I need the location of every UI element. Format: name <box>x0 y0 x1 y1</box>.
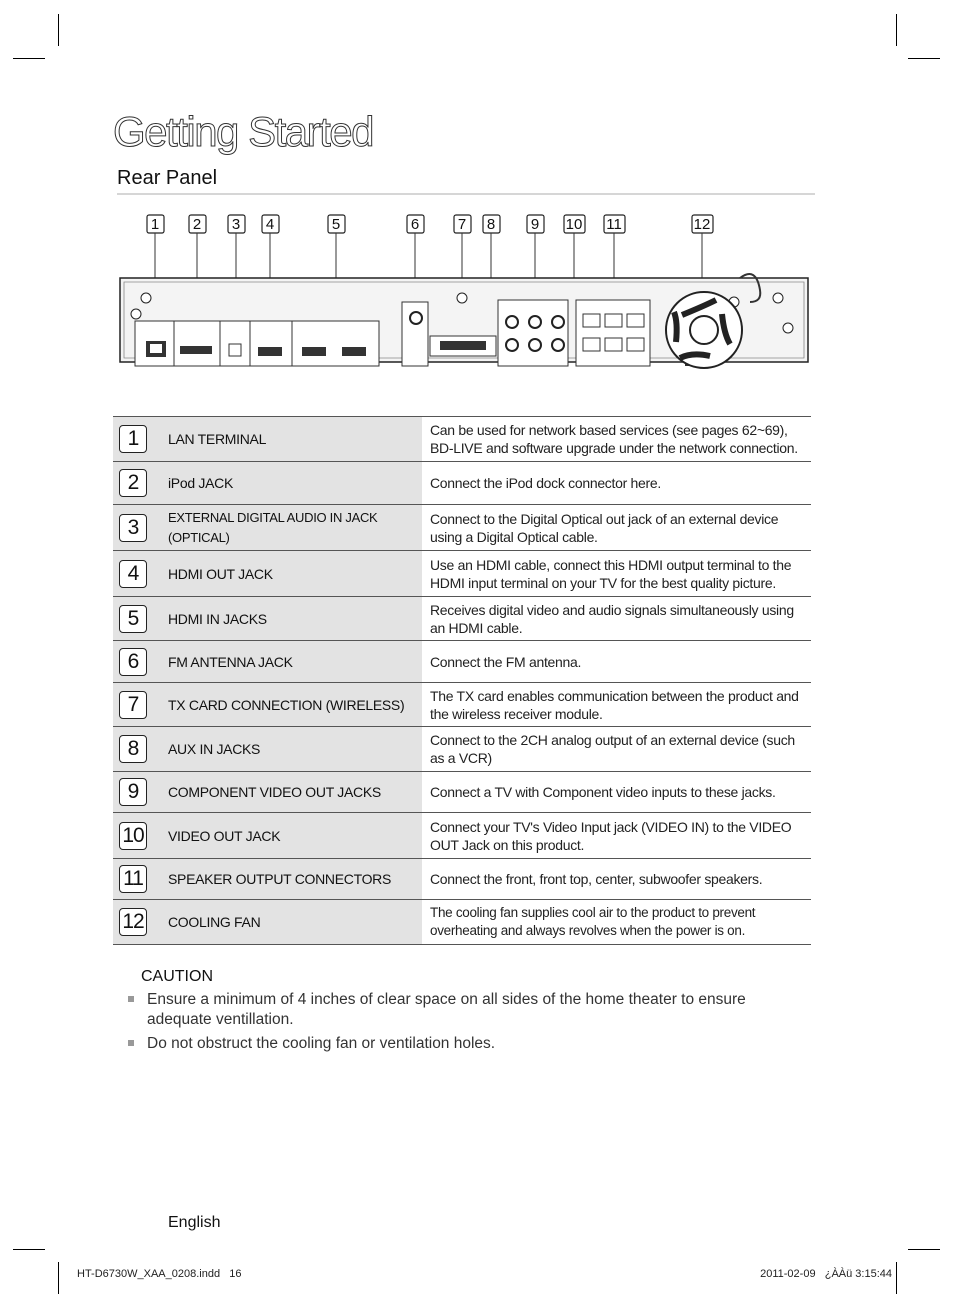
callout-12 <box>692 215 713 233</box>
callout-number: 9 <box>530 216 540 233</box>
component-name: AUX IN JACKS <box>153 727 422 772</box>
caution-text: Ensure a minimum of 4 inches of clear space on all sides of the home theater to ensure adequate ventillation. <box>147 991 746 1028</box>
component-description: Connect to the 2CH analog output of an external device (such as a VCR) <box>422 727 811 772</box>
table-row <box>113 813 811 859</box>
bullet-square-icon <box>128 996 134 1002</box>
table-row <box>113 505 811 551</box>
callout-7 <box>454 215 471 233</box>
callout-number: 3 <box>231 216 241 233</box>
component-name: FM ANTENNA JACK <box>153 641 422 683</box>
callout-11 <box>604 215 625 233</box>
component-description: The TX card enables communication between the product and the wireless receiver module. <box>422 683 811 727</box>
table-row <box>113 859 811 900</box>
table-row <box>113 641 811 683</box>
component-description: Connect to the Digital Optical out jack of an external device using a Digital Optical cable. <box>422 505 811 551</box>
row-number: 7 <box>119 691 147 719</box>
callout-number: 5 <box>331 216 341 233</box>
section-divider <box>117 193 815 195</box>
caution-list <box>128 990 808 1058</box>
crop-mark <box>896 1262 897 1294</box>
component-name: COMPONENT VIDEO OUT JACKS <box>153 772 422 813</box>
component-name: VIDEO OUT JACK <box>153 813 422 859</box>
row-number: 8 <box>119 735 147 763</box>
table-row <box>113 727 811 772</box>
rear-panel-diagram <box>110 210 820 380</box>
component-name: EXTERNAL DIGITAL AUDIO IN JACK (OPTICAL) <box>153 505 422 551</box>
callout-number: 8 <box>486 216 496 233</box>
callout-6 <box>407 215 424 233</box>
list-item <box>128 1034 808 1054</box>
component-description: Receives digital video and audio signals simultaneously using an HDMI cable. <box>422 597 811 641</box>
callout-5 <box>328 215 345 233</box>
row-number: 5 <box>119 605 147 633</box>
callout-10 <box>564 215 585 233</box>
row-number: 2 <box>119 469 147 497</box>
crop-mark <box>13 58 45 59</box>
row-number: 11 <box>119 865 147 893</box>
row-number: 1 <box>119 425 147 453</box>
callout-number: 4 <box>265 216 275 233</box>
table-row <box>113 772 811 813</box>
print-timestamp: 2011-02-09 ¿ÀÀü 3:15:44 <box>760 1268 892 1280</box>
component-description: Connect the iPod dock connector here. <box>422 462 811 505</box>
crop-mark <box>908 1249 940 1250</box>
callout-number: 2 <box>192 216 202 233</box>
file-info: HT-D6730W_XAA_0208.indd 16 <box>77 1268 242 1280</box>
bullet-square-icon <box>128 1040 134 1046</box>
component-name: COOLING FAN <box>153 900 422 945</box>
crop-mark <box>13 1249 45 1250</box>
component-name: TX CARD CONNECTION (WIRELESS) <box>153 683 422 727</box>
crop-mark <box>908 58 940 59</box>
callout-number: 10 <box>565 216 583 233</box>
table-row <box>113 551 811 597</box>
callout-4 <box>262 215 279 233</box>
component-name: iPod JACK <box>153 462 422 505</box>
caution-text: Do not obstruct the cooling fan or ventilation holes. <box>147 1035 496 1052</box>
page-title: Getting Started <box>113 108 373 155</box>
component-description: The cooling fan supplies cool air to the product to prevent overheating and always revolves when the power is on. <box>422 900 811 945</box>
table-row <box>113 683 811 727</box>
row-number: 9 <box>119 778 147 806</box>
row-number: 4 <box>119 560 147 588</box>
caution-heading: CAUTION <box>141 968 213 985</box>
crop-mark <box>58 1262 59 1294</box>
row-number: 6 <box>119 648 147 676</box>
component-description: Connect a TV with Component video inputs to these jacks. <box>422 772 811 813</box>
callout-number: 1 <box>150 216 160 233</box>
table-row <box>113 900 811 945</box>
section-title: Rear Panel <box>117 167 218 189</box>
callout-8 <box>483 215 500 233</box>
table-row <box>113 597 811 641</box>
callout-1 <box>147 215 164 233</box>
list-item <box>128 990 808 1030</box>
row-number: 12 <box>119 908 147 936</box>
callout-number: 6 <box>410 216 420 233</box>
component-name: HDMI OUT JACK <box>153 551 422 597</box>
callout-number: 11 <box>606 216 622 233</box>
callout-3 <box>228 215 245 233</box>
component-name: SPEAKER OUTPUT CONNECTORS <box>153 859 422 900</box>
callout-number: 12 <box>693 216 711 233</box>
component-description: Can be used for network based services (see pages 62~69), BD-LIVE and software upgrade under the network connection. <box>422 417 811 462</box>
component-description: Connect the FM antenna. <box>422 641 811 683</box>
callout-2 <box>189 215 206 233</box>
footer-language: English <box>168 1214 221 1231</box>
table-row <box>113 417 811 462</box>
rear-panel-table <box>113 416 811 945</box>
component-description: Connect the front, front top, center, subwoofer speakers. <box>422 859 811 900</box>
table-row <box>113 462 811 505</box>
component-name: HDMI IN JACKS <box>153 597 422 641</box>
row-number: 10 <box>119 822 147 850</box>
crop-mark <box>896 14 897 46</box>
row-number: 3 <box>119 514 147 542</box>
component-description: Connect your TV's Video Input jack (VIDEO IN) to the VIDEO OUT Jack on this product. <box>422 813 811 859</box>
component-description: Use an HDMI cable, connect this HDMI output terminal to the HDMI input terminal on your TV for the best quality picture. <box>422 551 811 597</box>
crop-mark <box>58 14 59 46</box>
callout-number: 7 <box>457 216 467 233</box>
component-name: LAN TERMINAL <box>153 417 422 462</box>
callout-9 <box>527 215 544 233</box>
